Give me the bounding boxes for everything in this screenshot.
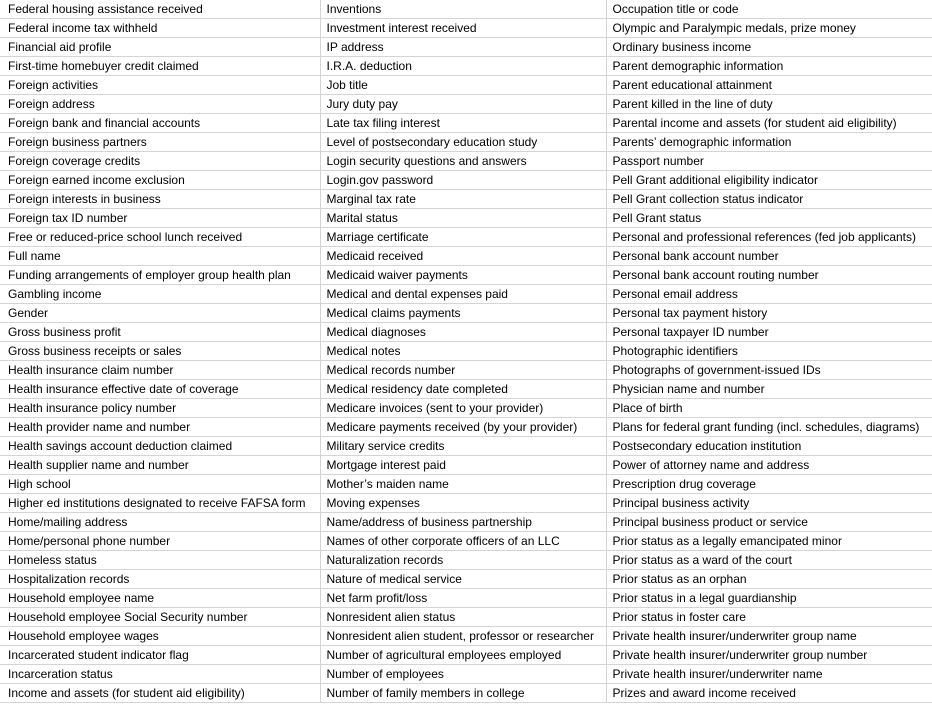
table-row <box>0 323 932 342</box>
table-cell[interactable]: Parent demographic information <box>606 57 932 76</box>
table-cell[interactable]: Health insurance effective date of coverage <box>0 380 320 399</box>
table-cell[interactable]: Foreign business partners <box>0 133 320 152</box>
table-cell[interactable]: Principal business product or service <box>606 513 932 532</box>
table-cell[interactable]: Medical and dental expenses paid <box>320 285 606 304</box>
table-cell[interactable]: Mother’s maiden name <box>320 475 606 494</box>
table-cell[interactable]: Parent killed in the line of duty <box>606 95 932 114</box>
table-row <box>0 608 932 627</box>
table-row <box>0 513 932 532</box>
table-cell[interactable]: Names of other corporate officers of an LLC <box>320 532 606 551</box>
table-row <box>0 190 932 209</box>
table-cell[interactable]: Pell Grant additional eligibility indicator <box>606 171 932 190</box>
table-row <box>0 456 932 475</box>
table-row <box>0 570 932 589</box>
table-cell[interactable]: Nonresident alien student, professor or researcher <box>320 627 606 646</box>
table-cell[interactable]: Pell Grant collection status indicator <box>606 190 932 209</box>
table-row <box>0 228 932 247</box>
table-cell[interactable]: IP address <box>320 38 606 57</box>
table-cell[interactable]: Moving expenses <box>320 494 606 513</box>
table-cell[interactable]: I.R.A. deduction <box>320 57 606 76</box>
table-cell[interactable]: Homeless status <box>0 551 320 570</box>
table-cell[interactable]: Household employee wages <box>0 627 320 646</box>
table-cell[interactable]: Place of birth <box>606 399 932 418</box>
table-cell[interactable]: Postsecondary education institution <box>606 437 932 456</box>
table-cell[interactable]: Medical residency date completed <box>320 380 606 399</box>
table-cell[interactable]: Funding arrangements of employer group health plan <box>0 266 320 285</box>
table-row <box>0 57 932 76</box>
table-cell[interactable]: Net farm profit/loss <box>320 589 606 608</box>
table-cell[interactable]: Marriage certificate <box>320 228 606 247</box>
table-cell[interactable]: Prior status in foster care <box>606 608 932 627</box>
table-cell[interactable]: Naturalization records <box>320 551 606 570</box>
table-cell[interactable]: Financial aid profile <box>0 38 320 57</box>
table-cell[interactable]: Nature of medical service <box>320 570 606 589</box>
table-cell[interactable]: Health insurance claim number <box>0 361 320 380</box>
table-cell[interactable]: Photographic identifiers <box>606 342 932 361</box>
table-cell[interactable]: Jury duty pay <box>320 95 606 114</box>
table-cell[interactable]: Nonresident alien status <box>320 608 606 627</box>
table-cell[interactable]: Medical diagnoses <box>320 323 606 342</box>
table-cell[interactable]: Prior status as an orphan <box>606 570 932 589</box>
table-cell[interactable]: Private health insurer/underwriter group number <box>606 646 932 665</box>
table-cell[interactable]: Inventions <box>320 0 606 19</box>
table-cell[interactable]: Parent educational attainment <box>606 76 932 95</box>
table-cell[interactable]: Income and assets (for student aid eligibility) <box>0 684 320 703</box>
table-cell[interactable]: Health savings account deduction claimed <box>0 437 320 456</box>
table-cell[interactable]: Photographs of government-issued IDs <box>606 361 932 380</box>
table-cell[interactable]: Name/address of business partnership <box>320 513 606 532</box>
table-row <box>0 171 932 190</box>
table-row <box>0 418 932 437</box>
table-cell[interactable]: Home/mailing address <box>0 513 320 532</box>
table-cell[interactable]: Personal email address <box>606 285 932 304</box>
table-row <box>0 285 932 304</box>
table-row <box>0 551 932 570</box>
table-cell[interactable]: Home/personal phone number <box>0 532 320 551</box>
table-cell[interactable]: Higher ed institutions designated to receive FAFSA form <box>0 494 320 513</box>
table-cell[interactable]: Health supplier name and number <box>0 456 320 475</box>
table-cell[interactable]: Job title <box>320 76 606 95</box>
table-cell[interactable]: Federal housing assistance received <box>0 0 320 19</box>
table-cell[interactable]: Private health insurer/underwriter group name <box>606 627 932 646</box>
table-row <box>0 304 932 323</box>
table-row <box>0 152 932 171</box>
table-cell[interactable]: Mortgage interest paid <box>320 456 606 475</box>
table-cell[interactable]: Passport number <box>606 152 932 171</box>
table-cell[interactable]: Medicaid waiver payments <box>320 266 606 285</box>
table-row <box>0 684 932 703</box>
table-cell[interactable]: Number of employees <box>320 665 606 684</box>
table-cell[interactable]: Marginal tax rate <box>320 190 606 209</box>
table-cell[interactable]: Prizes and award income received <box>606 684 932 703</box>
table-cell[interactable]: Prior status in a legal guardianship <box>606 589 932 608</box>
table-cell[interactable]: Investment interest received <box>320 19 606 38</box>
table-cell[interactable]: Occupation title or code <box>606 0 932 19</box>
table-cell[interactable]: First-time homebuyer credit claimed <box>0 57 320 76</box>
table-cell[interactable]: Principal business activity <box>606 494 932 513</box>
table-row <box>0 665 932 684</box>
table-cell[interactable]: Marital status <box>320 209 606 228</box>
table-cell[interactable]: Prescription drug coverage <box>606 475 932 494</box>
table-row <box>0 114 932 133</box>
table-cell[interactable]: Personal tax payment history <box>606 304 932 323</box>
table-cell[interactable]: Login.gov password <box>320 171 606 190</box>
table-row <box>0 19 932 38</box>
table-row <box>0 95 932 114</box>
table-cell[interactable]: Full name <box>0 247 320 266</box>
table-cell[interactable]: Personal bank account number <box>606 247 932 266</box>
table-cell[interactable]: Medicare payments received (by your provider) <box>320 418 606 437</box>
table-cell[interactable]: Foreign interests in business <box>0 190 320 209</box>
table-row <box>0 247 932 266</box>
table-cell[interactable]: Late tax filing interest <box>320 114 606 133</box>
table-cell[interactable]: Pell Grant status <box>606 209 932 228</box>
table-cell[interactable]: Gross business profit <box>0 323 320 342</box>
table-cell[interactable]: Military service credits <box>320 437 606 456</box>
table-row <box>0 0 932 19</box>
table-cell[interactable]: Free or reduced-price school lunch received <box>0 228 320 247</box>
table-row <box>0 266 932 285</box>
table-row <box>0 380 932 399</box>
table-cell[interactable]: Plans for federal grant funding (incl. schedules, diagrams) <box>606 418 932 437</box>
table-cell[interactable]: Medicare invoices (sent to your provider) <box>320 399 606 418</box>
table-cell[interactable]: Federal income tax withheld <box>0 19 320 38</box>
table-row <box>0 361 932 380</box>
table-cell[interactable]: Household employee name <box>0 589 320 608</box>
table-cell[interactable]: Parental income and assets (for student aid eligibility) <box>606 114 932 133</box>
table-cell[interactable]: Parents’ demographic information <box>606 133 932 152</box>
table-cell[interactable]: Prior status as a ward of the court <box>606 551 932 570</box>
table-cell[interactable]: Number of family members in college <box>320 684 606 703</box>
table-cell[interactable]: Private health insurer/underwriter name <box>606 665 932 684</box>
table-row <box>0 209 932 228</box>
table-row <box>0 532 932 551</box>
table-cell[interactable]: Gross business receipts or sales <box>0 342 320 361</box>
table-row <box>0 646 932 665</box>
table-cell[interactable]: Health provider name and number <box>0 418 320 437</box>
table-row <box>0 76 932 95</box>
table-cell[interactable]: Foreign tax ID number <box>0 209 320 228</box>
table-cell[interactable]: Incarceration status <box>0 665 320 684</box>
table-row <box>0 399 932 418</box>
table-cell[interactable]: Olympic and Paralympic medals, prize money <box>606 19 932 38</box>
table-row <box>0 627 932 646</box>
table-cell[interactable]: Number of agricultural employees employed <box>320 646 606 665</box>
table-row <box>0 342 932 361</box>
table-cell[interactable]: Login security questions and answers <box>320 152 606 171</box>
table-cell[interactable]: Personal bank account routing number <box>606 266 932 285</box>
table-cell[interactable]: Hospitalization records <box>0 570 320 589</box>
table-cell[interactable]: Medical notes <box>320 342 606 361</box>
table-row <box>0 38 932 57</box>
table-cell[interactable]: Level of postsecondary education study <box>320 133 606 152</box>
table-cell[interactable]: Foreign activities <box>0 76 320 95</box>
table-cell[interactable]: Gender <box>0 304 320 323</box>
table-cell[interactable]: Household employee Social Security number <box>0 608 320 627</box>
table-cell[interactable]: Gambling income <box>0 285 320 304</box>
table-row <box>0 494 932 513</box>
table-row <box>0 437 932 456</box>
table-cell[interactable]: Prior status as a legally emancipated minor <box>606 532 932 551</box>
table-cell[interactable]: Foreign address <box>0 95 320 114</box>
table-cell[interactable]: Power of attorney name and address <box>606 456 932 475</box>
table-row <box>0 133 932 152</box>
table-cell[interactable]: Medical claims payments <box>320 304 606 323</box>
table-cell[interactable]: Ordinary business income <box>606 38 932 57</box>
table-row <box>0 475 932 494</box>
table-row <box>0 589 932 608</box>
table-cell[interactable]: Physician name and number <box>606 380 932 399</box>
table-cell[interactable]: Foreign bank and financial accounts <box>0 114 320 133</box>
table-cell[interactable]: Health insurance policy number <box>0 399 320 418</box>
table-cell[interactable]: Foreign earned income exclusion <box>0 171 320 190</box>
table-cell[interactable]: Medical records number <box>320 361 606 380</box>
table-cell[interactable]: Personal and professional references (fed job applicants) <box>606 228 932 247</box>
table-cell[interactable]: Personal taxpayer ID number <box>606 323 932 342</box>
table-cell[interactable]: Medicaid received <box>320 247 606 266</box>
table-cell[interactable]: Foreign coverage credits <box>0 152 320 171</box>
table-cell[interactable]: Incarcerated student indicator flag <box>0 646 320 665</box>
table-cell[interactable]: High school <box>0 475 320 494</box>
